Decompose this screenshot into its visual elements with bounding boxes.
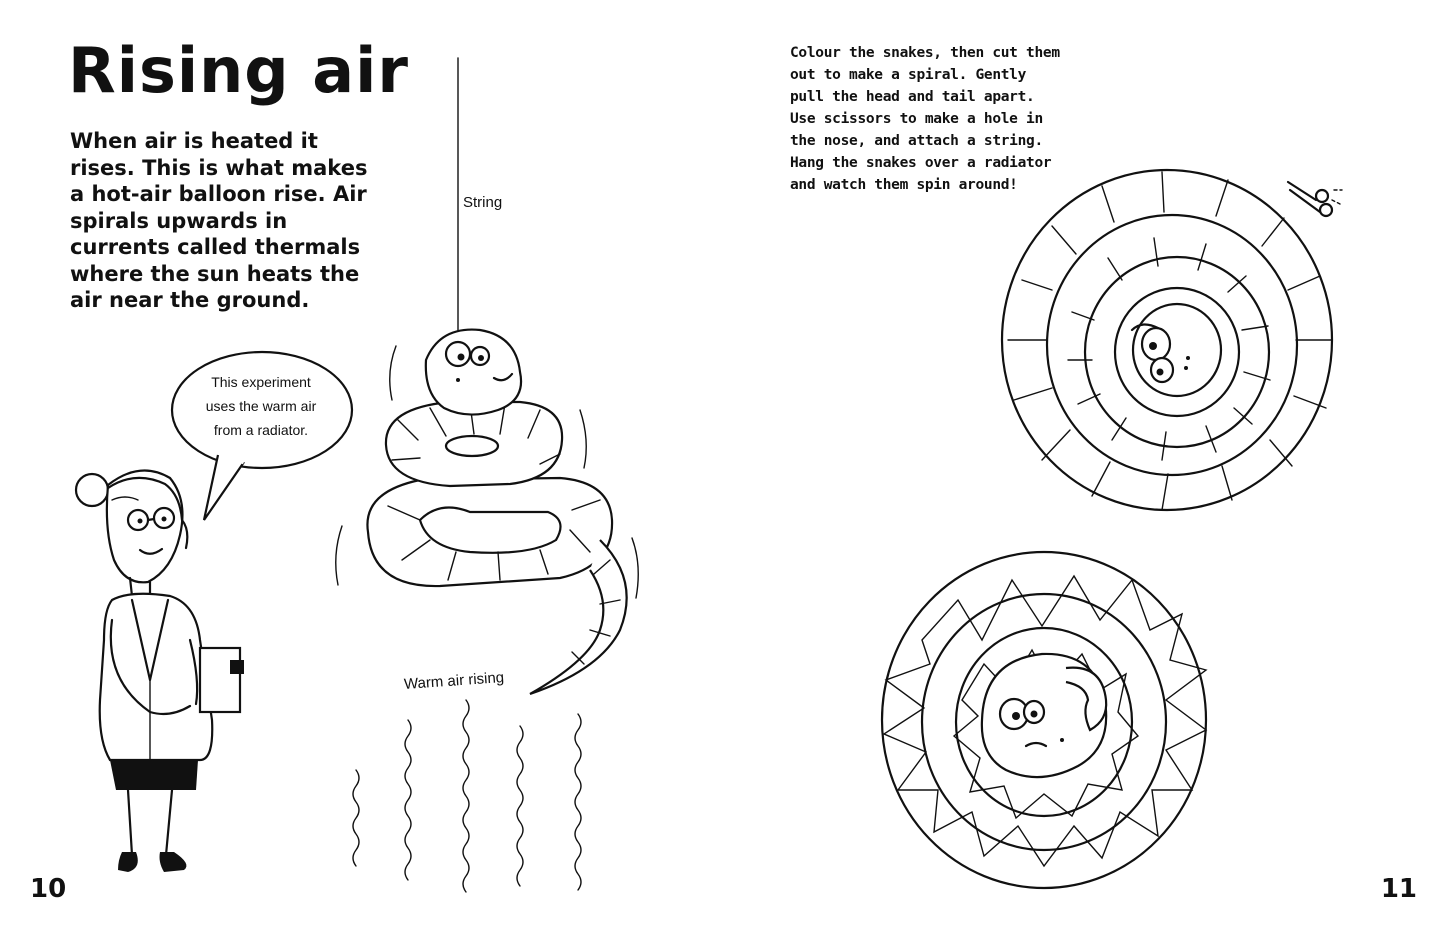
speech-line-3: from a radiator. — [213, 422, 309, 438]
string-label: String — [463, 194, 503, 211]
speech-line-1: This experiment — [211, 374, 311, 390]
intro-text: When air is heated it rises. This is what makes a hot-air balloon rise. Air spirals upwards in currents called thermals where the sun heats the air near the ground. — [70, 129, 368, 312]
left-page — [0, 0, 722, 940]
page-number-left: 10 — [30, 874, 67, 904]
spiral-snake-top — [1002, 170, 1342, 510]
hanging-snake-illustration — [336, 330, 639, 694]
scientist-illustration — [76, 470, 244, 872]
right-page — [722, 0, 1445, 940]
spiral-snake-bottom — [882, 552, 1206, 888]
instructions-text: Colour the snakes, then cut them out to make a spiral. Gently pull the head and tail apart. Use scissors to make a hole in the nose, and attach a string. Hang the snakes over a radiator and watch them spin around! — [790, 45, 1060, 193]
speech-line-2: uses the warm air — [205, 398, 317, 414]
warm-air-lines — [353, 700, 581, 892]
warm-air-label: Warm air rising — [403, 669, 505, 693]
page-number-right: 11 — [1380, 874, 1417, 904]
page-title: Rising air — [68, 34, 409, 107]
scissors-icon — [1288, 182, 1342, 216]
speech-bubble-text — [196, 370, 326, 442]
